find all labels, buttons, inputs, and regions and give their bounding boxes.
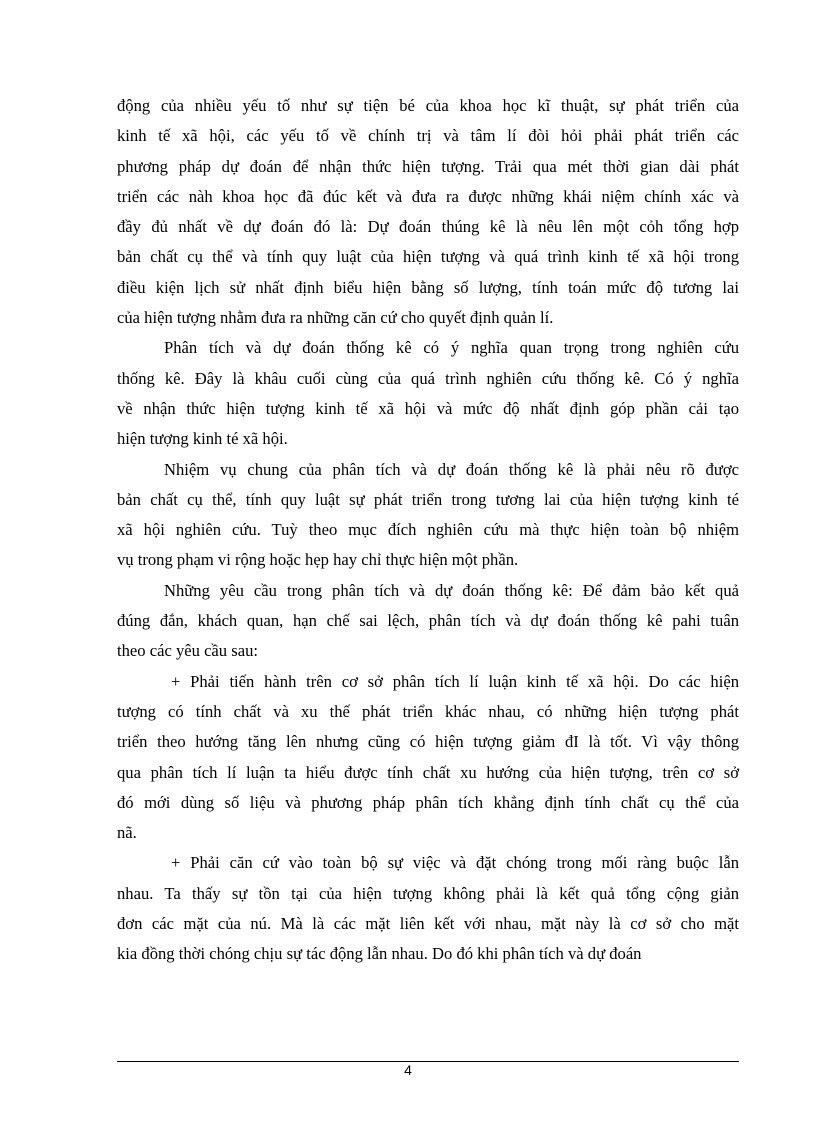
text-line: đơn các mặt của nú. Mà là các mặt liên kết với nhau, mặt này là cơ sở cho mặt	[117, 914, 739, 934]
paragraph-requirement-2	[117, 848, 739, 969]
text-line: tượng có tính chất và xu thế phát triển khác nhau, có những hiện tượng phát	[117, 701, 739, 721]
page-number: 4	[404, 1062, 412, 1078]
text-line: triển các nàh khoa học đã đúc kết và đưa ra được những khái niệm chính xác và	[117, 186, 739, 206]
text-line: + Phải tiến hành trên cơ sở phân tích lí luận kinh tế xã hội. Do các hiện	[171, 671, 739, 691]
paragraph-requirement-1	[117, 667, 739, 849]
text-line: bản chất cụ thể, tính quy luật sự phát triển trong tương lai của hiện tượng kinh té	[117, 489, 739, 509]
text-line: điều kiện lịch sử nhất định biểu hiện bằng số lượng, tính toán mức độ tương lai	[117, 277, 739, 297]
text-line: vụ trong phạm vi rộng hoặc hẹp hay chỉ thực hiện một phần.	[117, 550, 519, 570]
text-line: hiện tượng kinh té xã hội.	[117, 429, 288, 449]
text-line: đó mới dùng số liệu và phương pháp phân tích khẳng định tính chất cụ thể của	[117, 792, 739, 812]
text-line: đúng đắn, khách quan, hạn chế sai lệch, phân tích và dự đoán thống kê pahi tuân	[117, 611, 739, 631]
text-line: đầy đủ nhất về dự đoán đó là: Dự đoán thúng kê là nêu lên một cỏh tổng hợp	[117, 217, 739, 237]
paragraph-requirements	[117, 576, 739, 667]
text-line: về nhận thức hiện tượng kinh tế xã hội và mức độ nhất định góp phần cải tạo	[117, 398, 739, 418]
text-line: kinh tế xã hội, các yếu tố về chính trị và tâm lí đòi hỏi phải phát triển các	[117, 126, 739, 146]
text-line: Nhiệm vụ chung của phân tích và dự đoán thống kê là phải nêu rõ được	[164, 459, 739, 479]
text-line: động của nhiều yếu tố như sự tiện bé của khoa học kĩ thuật, sự phát triển của	[117, 96, 739, 115]
document-body	[117, 91, 739, 970]
text-line: bản chất cụ thể và tính quy luật của hiện tượng và quá trình kinh tế xã hội trong	[117, 247, 739, 267]
paragraph-general-task	[117, 455, 739, 576]
text-line: theo các yêu cầu sau:	[117, 641, 258, 661]
paragraph-forecast-definition	[117, 91, 739, 333]
text-line: triển theo hướng tăng lên nhưng cũng có hiện tượng giảm đI là tốt. Vì vậy thông	[117, 732, 739, 752]
text-line: phương pháp dự đoán để nhận thức hiện tượng. Trải qua mét thời gian dài phát	[117, 156, 739, 176]
text-line: Phân tích và dự đoán thống kê có ý nghĩa quan trọng trong nghiên cứu	[164, 338, 739, 358]
text-line: nhau. Ta thấy sự tồn tại của hiện tượng không phải là kết quả tổng cộng giản	[117, 883, 739, 903]
text-line: xã hội nghiên cứu. Tuỳ theo mục đích nghiên cứu mà thực hiện toàn bộ nhiệm	[117, 520, 739, 540]
text-line: + Phải căn cứ vào toàn bộ sự việc và đặt chóng trong mối ràng buộc lẫn	[171, 853, 739, 873]
text-line: qua phân tích lí luận ta hiểu được tính chất xu hướng của hiện tượng, trên cơ sở	[117, 762, 739, 782]
paragraph-significance	[117, 333, 739, 454]
text-line: kia đồng thời chóng chịu sự tác động lẫn nhau. Do đó khi phân tích và dự đoán	[117, 944, 642, 964]
text-line: thống kê. Đây là khâu cuối cùng của quá trình nghiên cứu thống kê. Có ý nghĩa	[117, 368, 739, 388]
text-line: của hiện tượng nhằm đưa ra những căn cứ cho quyết định quản lí.	[117, 308, 554, 328]
text-line: Những yêu cầu trong phân tích và dự đoán thống kê: Để đảm bảo kết quả	[164, 580, 739, 600]
text-line: nã.	[117, 823, 137, 843]
